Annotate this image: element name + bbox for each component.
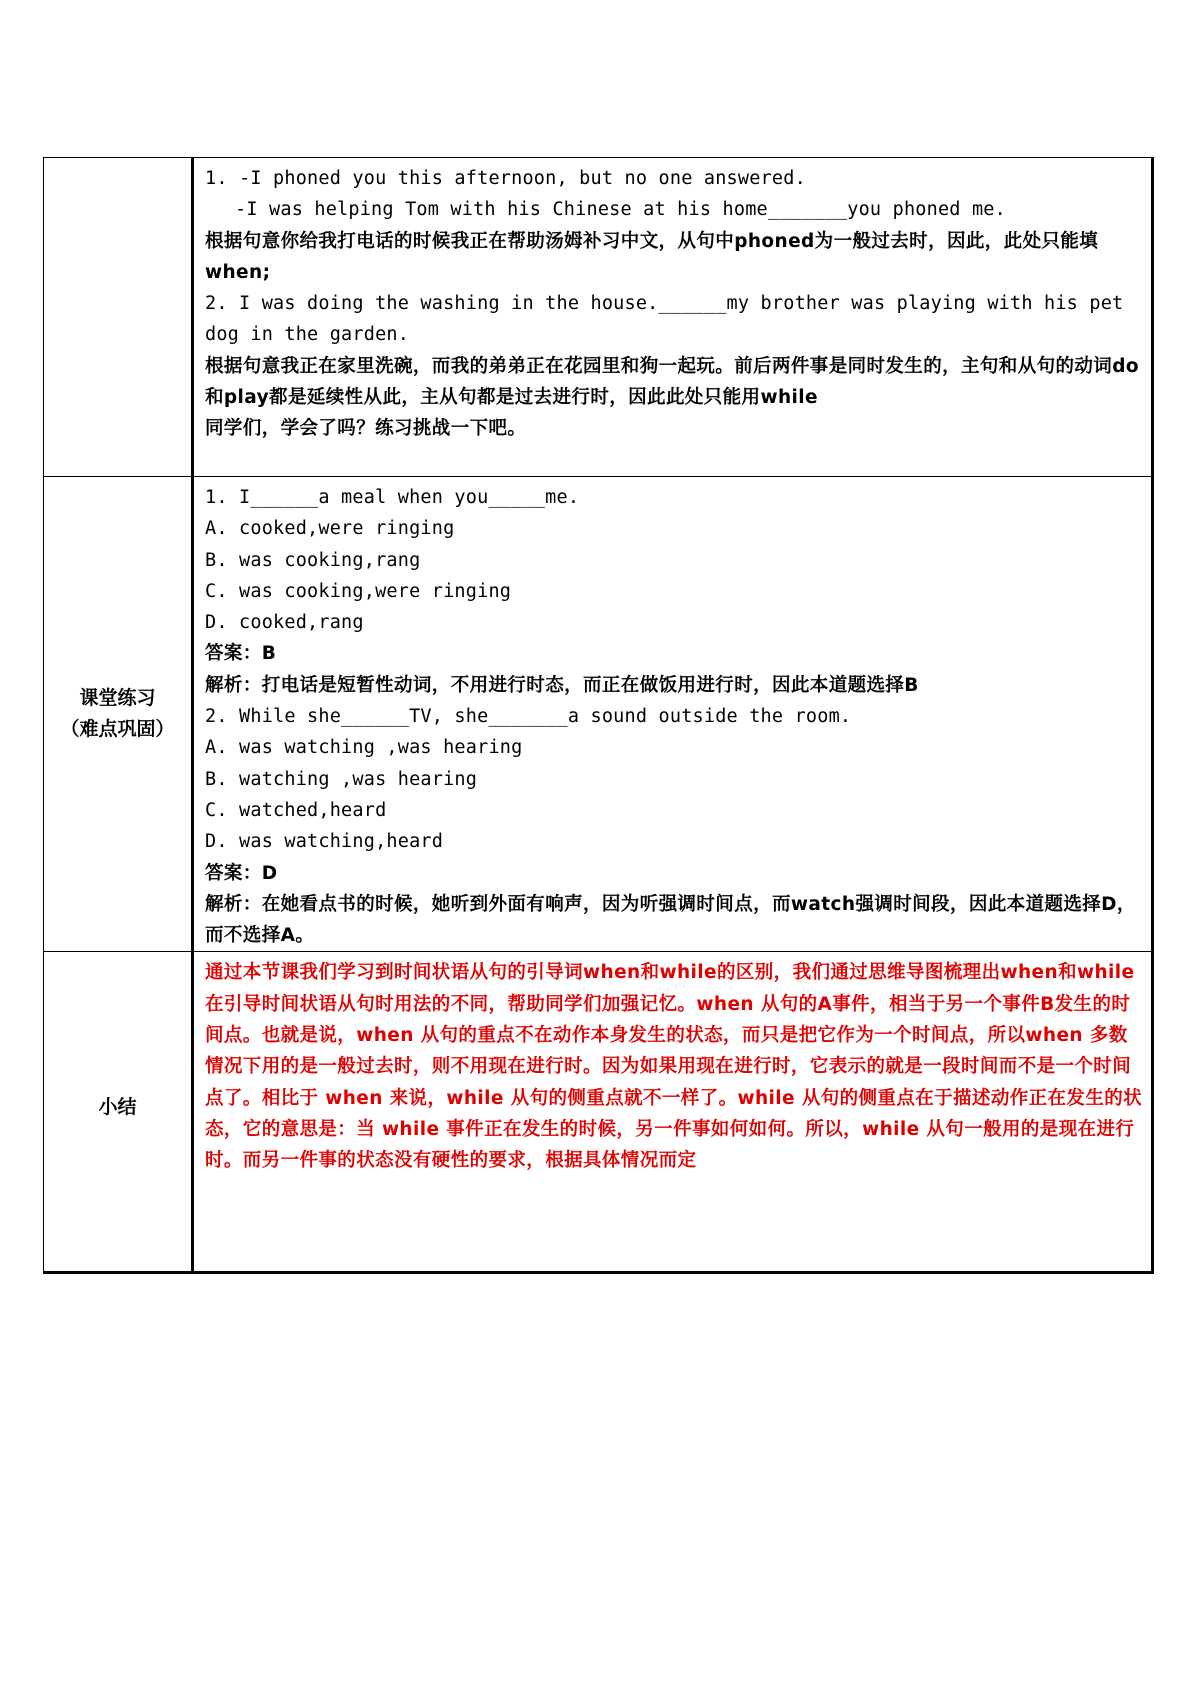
summary-text: 通过本节课我们学习到时间状语从句的引导词when和while的区别，我们通过思维导图梳理出when和while在引导时间状语从句时用法的不同，帮助同学们加强记忆。when 从句的A事件，相当于另一个事件B发生的时间点。也就是说，when 从句的重点不在动作本身发生的状态，而只是把它作为一个时间点，所以when 多数情况下用的是一般过去时，则不用现在进行时。因为如果用现在进行时，它表示的就是一段时间而不是一个时间点了。相比于 when 来说，while 从句的侧重点就不一样了。while 从句的侧重点在于描述动作正在发生的状态，它的意思是：当 while 事件正在发生的时候，另一件事如何如何。所以，while 从句一般用的是现在进行时。而另一件事的状态没有硬性的要求，根据具体情况而定	[205, 962, 1143, 1172]
question-2-option-b: B. watching ,was hearing	[205, 768, 478, 790]
question-1-option-c: C. was cooking,were ringing	[205, 580, 512, 602]
question-2-option-c: C. watched,heard	[205, 799, 387, 821]
question-2-explanation: 解析：在她看点书的时候，她听到外面有响声，因为听强调时间点，而watch强调时间段，因此本道题选择D，而不选择A。	[205, 893, 1136, 947]
question-2-answer: 答案：D	[205, 862, 278, 884]
question-2-option-a: A. was watching ,was hearing	[205, 737, 523, 759]
example-explanation-cell	[193, 158, 1153, 477]
question-1-answer: 答案：B	[205, 643, 277, 665]
example-1-explanation: 根据句意你给我打电话的时候我正在帮助汤姆补习中文，从句中phoned为一般过去时，因此，此处只能填when;	[205, 230, 1099, 283]
question-1-option-b: B. was cooking,rang	[205, 549, 421, 571]
question-1-explanation: 解析：打电话是短暂性动词，不用进行时态，而正在做饭用进行时，因此本道题选择B	[205, 674, 919, 696]
example-2-explanation: 根据句意我正在家里洗碗，而我的弟弟正在花园里和狗一起玩。前后两件事是同时发生的，主句和从句的动词do和play都是延续性从此，主从句都是过去进行时，因此此处只能用while	[205, 355, 1139, 409]
practice-content-cell	[193, 477, 1153, 952]
question-1: 1. I______a meal when you_____me.	[205, 487, 580, 508]
example-2-question: 2. I was doing the washing in the house.______my brother was playing with his pet dog in the garden.	[205, 293, 1124, 346]
question-1-option-d: D. cooked,rang	[205, 612, 364, 634]
question-2: 2. While she______TV, she_______a sound outside the room.	[205, 706, 852, 728]
table-row	[44, 477, 1153, 952]
table-row	[44, 158, 1153, 477]
summary-label: 小结	[98, 1096, 137, 1119]
question-1-option-a: A. cooked,were ringing	[205, 518, 455, 540]
question-2-option-d: D. was watching,heard	[205, 831, 444, 853]
example-1-question: 1. -I phoned you this afternoon, but no one answered.	[205, 168, 806, 189]
summary-content-cell	[193, 952, 1153, 1273]
table-row	[44, 952, 1153, 1273]
practice-sublabel: （难点巩固）	[60, 718, 175, 741]
lesson-table	[43, 157, 1154, 1274]
practice-label: 课堂练习	[79, 687, 156, 710]
practice-prompt: 同学们，学会了吗？练习挑战一下吧。	[205, 418, 527, 440]
empty-label-cell	[44, 158, 193, 477]
example-1-answer-line: -I was helping Tom with his Chinese at his home_______you phoned me.	[235, 199, 1006, 221]
summary-label-cell	[44, 952, 193, 1273]
practice-label-cell	[44, 477, 193, 952]
